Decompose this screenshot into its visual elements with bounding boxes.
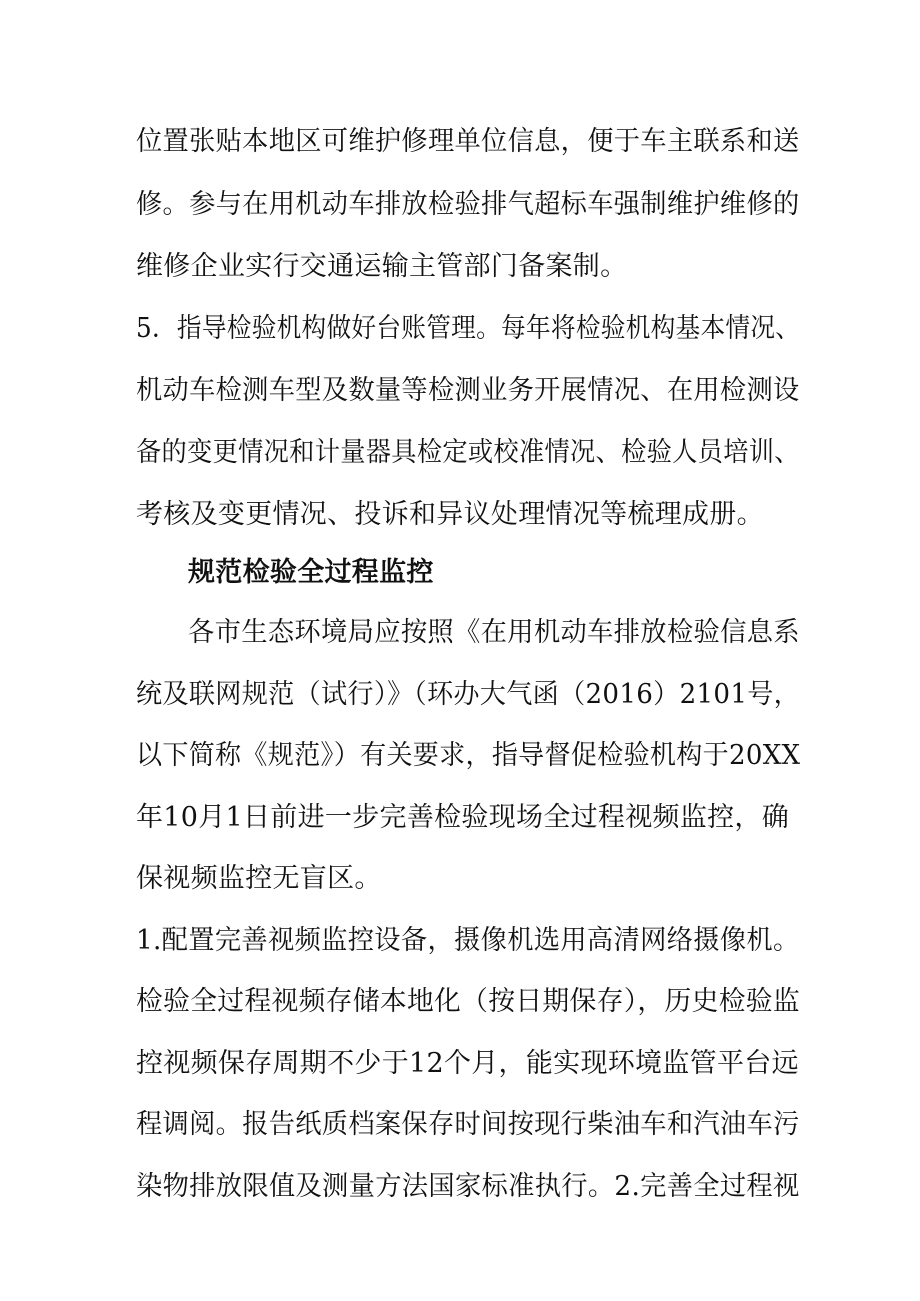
paragraph-line: 控视频保存周期不少于12个月，能实现环境监管平台远 [136, 1048, 799, 1079]
paragraph-line: 备的变更情况和计量器具检定或校准情况、检验人员培训、 [136, 437, 800, 468]
paragraph-line: 统及联网规范（试行）》（环办大气函（2016）2101号， [136, 679, 801, 710]
paragraph-line: 考核及变更情况、投诉和异议处理情况等梳理成册。 [136, 499, 764, 530]
list-item-line: 1.配置完善视频监控设备，摄像机选用高清网络摄像机。 [136, 925, 800, 956]
paragraph-line: 检验全过程视频存储本地化（按日期保存），历史检验监 [136, 986, 800, 1017]
list-item-line: 5．指导检验机构做好台账管理。每年将检验机构基本情况、 [136, 313, 801, 344]
paragraph-line: 位置张贴本地区可维护修理单位信息，便于车主联系和送 [136, 126, 800, 157]
paragraph-line: 保视频监控无盲区。 [136, 863, 382, 894]
paragraph-line: 以下简称《规范》）有关要求，指导督促检验机构于20XX [136, 740, 801, 771]
paragraph-line: 各市生态环境局应按照《在用机动车排放检验信息系 [188, 617, 800, 648]
paragraph-line: 年10月1日前进一步完善检验现场全过程视频监控，确 [136, 802, 790, 833]
paragraph-line: 程调阅。报告纸质档案保存时间按现行柴油车和汽油车污 [136, 1109, 800, 1140]
paragraph-line: 维修企业实行交通运输主管部门备案制。 [136, 251, 628, 282]
paragraph-line: 修。参与在用机动车排放检验排气超标车强制维护维修的 [136, 189, 800, 220]
paragraph-line: 染物排放限值及测量方法国家标准执行。2.完善全过程视 [136, 1171, 800, 1202]
paragraph-line: 机动车检测车型及数量等检测业务开展情况、在用检测设 [136, 375, 800, 406]
section-heading: 规范检验全过程监控 [188, 557, 434, 588]
